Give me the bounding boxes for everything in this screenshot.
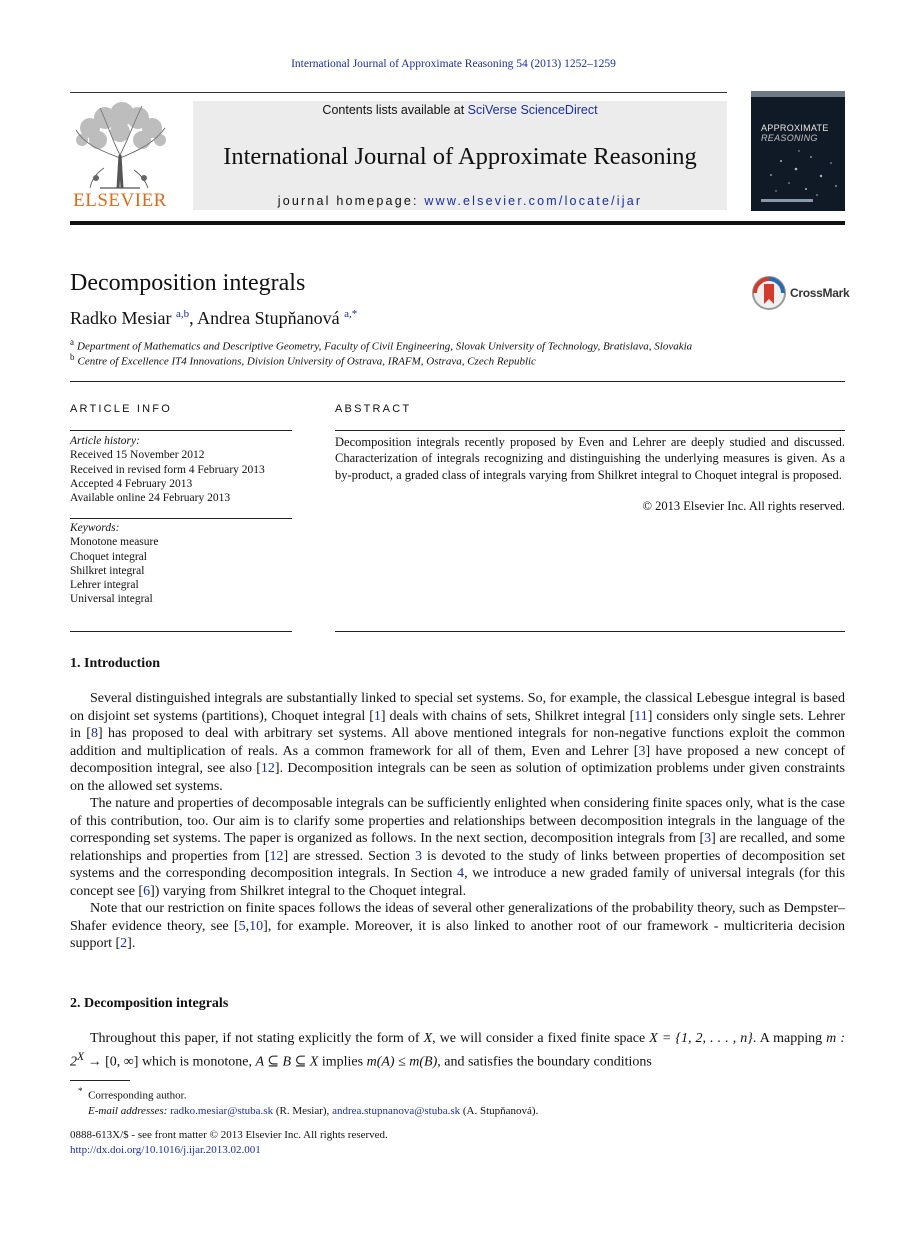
citation-link[interactable]: 12 xyxy=(269,848,284,864)
affiliation-key: b xyxy=(70,352,75,362)
citation-link[interactable]: 3 xyxy=(704,831,712,846)
keywords-label: Keywords: xyxy=(70,522,120,534)
section-link[interactable]: 4 xyxy=(457,866,465,881)
contents-prefix: Contents lists available at xyxy=(322,103,468,117)
text-run: ] are stressed. Section xyxy=(283,848,416,864)
email-label: E-mail addresses: xyxy=(88,1104,168,1117)
text-run: , we will consider a fixed finite space xyxy=(432,1031,650,1046)
text-run: ]. Decomposition integrals can be seen as solution of optimization problems under given constraints on the allowed set systems. xyxy=(70,761,845,794)
keyword-item: Monotone measure xyxy=(70,536,159,549)
author-name: Radko Mesiar xyxy=(70,308,172,328)
history-item: Received 15 November 2012 xyxy=(70,449,205,462)
text-run: which is monotone, xyxy=(138,1054,256,1070)
section-heading: 1. Introduction xyxy=(70,656,160,671)
text-run: , xyxy=(245,918,250,934)
front-matter xyxy=(70,1128,388,1157)
text-run: . A mapping xyxy=(752,1031,827,1046)
citation-link[interactable]: 5 xyxy=(238,918,246,934)
section-body xyxy=(70,690,845,953)
section-link[interactable]: 3 xyxy=(415,848,423,864)
doi-link[interactable]: http://dx.doi.org/10.1016/j.ijar.2013.02.001 xyxy=(70,1143,261,1156)
crossmark-icon xyxy=(751,275,787,311)
section-body xyxy=(70,1030,845,1071)
homepage-prefix: journal homepage: xyxy=(277,194,425,208)
header-divider xyxy=(70,381,845,382)
text-run: Several distinguished integrals are substantially linked to special set systems. So, for example, the classical Lebesgue integral is based on disjoint set systems (partitions), Choquet integral [ xyxy=(70,691,845,724)
article-info-heading: ARTICLE INFO xyxy=(70,403,172,415)
footnote-mark: * xyxy=(78,1086,83,1096)
math-inline: → [0, ∞] xyxy=(84,1054,139,1070)
footnote-rule xyxy=(70,1080,130,1081)
footnotes xyxy=(70,1084,845,1119)
text-run: is devoted to the study of links between properties of decomposition set systems and the corresponding decomposition integrals. In Section xyxy=(70,848,845,881)
abstract-copyright: © 2013 Elsevier Inc. All rights reserved. xyxy=(642,499,845,513)
paragraph xyxy=(70,795,845,900)
keyword-item: Lehrer integral xyxy=(70,579,139,592)
keyword-item: Universal integral xyxy=(70,593,153,606)
history-label: Article history: xyxy=(70,435,140,447)
crossmark-badge[interactable] xyxy=(751,275,851,311)
elsevier-tree-icon xyxy=(70,100,170,192)
text-run: ]. xyxy=(127,936,136,951)
masthead-box xyxy=(193,101,727,210)
corresponding-text: Corresponding author. xyxy=(88,1089,187,1102)
math-inline: X = {1, 2, . . . , n} xyxy=(649,1031,753,1046)
math-inline: m(A) ≤ m(B) xyxy=(366,1054,438,1070)
masthead-top-rule xyxy=(70,92,727,93)
history-item: Accepted 4 February 2013 xyxy=(70,477,193,490)
article-info-rule xyxy=(70,518,292,519)
article-info-rule xyxy=(70,631,292,632)
author-affiliation-marks[interactable]: a,b xyxy=(175,308,190,320)
paragraph xyxy=(70,1030,845,1071)
affiliation-key: a xyxy=(70,337,74,347)
math-inline: m : 2 xyxy=(70,1031,845,1070)
corresponding-author-note xyxy=(70,1084,845,1104)
text-run: , we introduce a new graded family of universal integrals (for this concept see [ xyxy=(70,866,845,899)
cover-title-line1: APPROXIMATE xyxy=(761,123,829,133)
abstract-rule xyxy=(335,631,845,632)
text-run: ], for example. Moreover, it is also linked to another root of our framework - multicriteria decision support [ xyxy=(70,918,845,951)
citation-link[interactable]: 8 xyxy=(90,726,98,741)
cover-title-line2: REASONING xyxy=(761,133,818,143)
email-note xyxy=(70,1104,845,1119)
text-run: ] has proposed to deal with arbitrary set systems. All above mentioned integrals for non-negative functions exploit the common addition and multiplication of reals. As a common framework for all of them, Even and Lehrer [ xyxy=(70,726,845,759)
journal-name: International Journal of Approximate Reasoning xyxy=(223,143,697,170)
elsevier-wordmark: ELSEVIER xyxy=(73,190,167,211)
citation-link[interactable]: 11 xyxy=(634,708,648,724)
keyword-item: Shilkret integral xyxy=(70,564,145,577)
text-run: The nature and properties of decomposable integrals can be sufficiently enlighted when considering finite spaces only, what is the case of this contribution, too. Our aim is to clarify some properties and relationships between decomposition integrals in the language of the corresponding set systems. The paper is organized as follows. In the next section, decomposition integrals from [ xyxy=(70,796,845,846)
text-run: ] deals with chains of sets, Shilkret integral [ xyxy=(380,708,635,724)
issn-line: 0888-613X/$ - see front matter © 2013 Elsevier Inc. All rights reserved. xyxy=(70,1129,388,1141)
email-link[interactable]: andrea.stupnanova@stuba.sk xyxy=(332,1104,461,1117)
sciencedirect-link[interactable]: SciVerse ScienceDirect xyxy=(467,103,598,117)
text-run: ] have proposed a new concept of decomposition integral, see also [ xyxy=(70,743,845,776)
math-superscript: X xyxy=(77,1049,85,1063)
article-title: Decomposition integrals xyxy=(70,270,306,296)
author-affiliation-marks[interactable]: a,* xyxy=(344,308,358,320)
elsevier-logo xyxy=(70,100,170,212)
math-inline: A ⊆ B ⊆ X xyxy=(255,1054,319,1070)
paragraph xyxy=(70,690,845,795)
author-name: Andrea Stupňanová xyxy=(197,308,340,328)
homepage-link[interactable]: www.elsevier.com/locate/ijar xyxy=(424,194,643,208)
keywords xyxy=(70,521,158,607)
keyword-item: Choquet integral xyxy=(70,550,147,563)
citation-link[interactable]: 10 xyxy=(249,918,264,934)
abstract-heading: ABSTRACT xyxy=(335,403,412,415)
citation-link[interactable]: 3 xyxy=(638,743,646,759)
affiliation-text: Department of Mathematics and Descriptive Geometry, Faculty of Civil Engineering, Slovak University of Technology, Bratislava, Slovakia xyxy=(77,340,693,353)
journal-cover xyxy=(751,91,845,211)
text-run: Throughout this paper, if not stating explicitly the form of xyxy=(90,1031,424,1046)
text-run: , and satisfies the boundary conditions xyxy=(437,1054,652,1070)
crossmark-label: CrossMark xyxy=(790,286,850,300)
journal-homepage xyxy=(193,194,727,208)
article-history xyxy=(70,434,265,505)
email-owner: (A. Stupňanová). xyxy=(460,1104,539,1117)
text-run: ]) varying from Shilkret integral to the Choquet integral. xyxy=(150,883,467,899)
section-heading: 2. Decomposition integrals xyxy=(70,996,229,1011)
email-owner: (R. Mesiar), xyxy=(273,1104,333,1117)
cover-title xyxy=(761,123,829,143)
abstract-rule xyxy=(335,430,845,431)
math-inline: X xyxy=(423,1031,433,1046)
article-info-rule xyxy=(70,430,292,431)
text-run: Note that our restriction on finite spaces follows the ideas of several other generalizations of the probability theory, such as Dempster–Shafer evidence theory, see [ xyxy=(70,901,845,934)
email-link[interactable]: radko.mesiar@stuba.sk xyxy=(170,1104,274,1117)
masthead-thick-rule xyxy=(70,221,845,225)
paragraph xyxy=(70,900,845,953)
author-list xyxy=(70,308,357,329)
affiliation-a xyxy=(70,337,692,353)
text-run: ] considers only single sets. Lehrer in [ xyxy=(70,708,845,741)
affiliation-text: Centre of Excellence IT4 Innovations, Division University of Ostrava, IRAFM, Ostrava, Czech Republic xyxy=(77,355,536,368)
text-run: implies xyxy=(318,1054,367,1070)
cover-starfield-icon xyxy=(751,91,845,211)
citation-link[interactable]: 12 xyxy=(260,761,275,776)
contents-availability xyxy=(193,103,727,117)
citation-link[interactable]: 6 xyxy=(143,883,151,899)
author-separator: , xyxy=(189,308,198,328)
citation-link[interactable]: 2 xyxy=(120,936,128,951)
affiliation-b xyxy=(70,352,536,368)
abstract-text: Decomposition integrals recently proposed by Even and Lehrer are deeply studied and discussed. Characterization of integrals recognizing and distinguishing the underlying measures is given. As a by-product, a graded class of integrals varying from Shilkret integral to Choquet integral is proposed. xyxy=(335,435,845,482)
history-item: Received in revised form 4 February 2013 xyxy=(70,463,265,476)
citation-link[interactable]: 1 xyxy=(373,708,381,724)
journal-citation[interactable]: International Journal of Approximate Reasoning 54 (2013) 1252–1259 xyxy=(291,58,616,70)
history-item: Available online 24 February 2013 xyxy=(70,492,231,505)
text-run: ] are recalled, and some relationships and properties from [ xyxy=(70,831,845,864)
